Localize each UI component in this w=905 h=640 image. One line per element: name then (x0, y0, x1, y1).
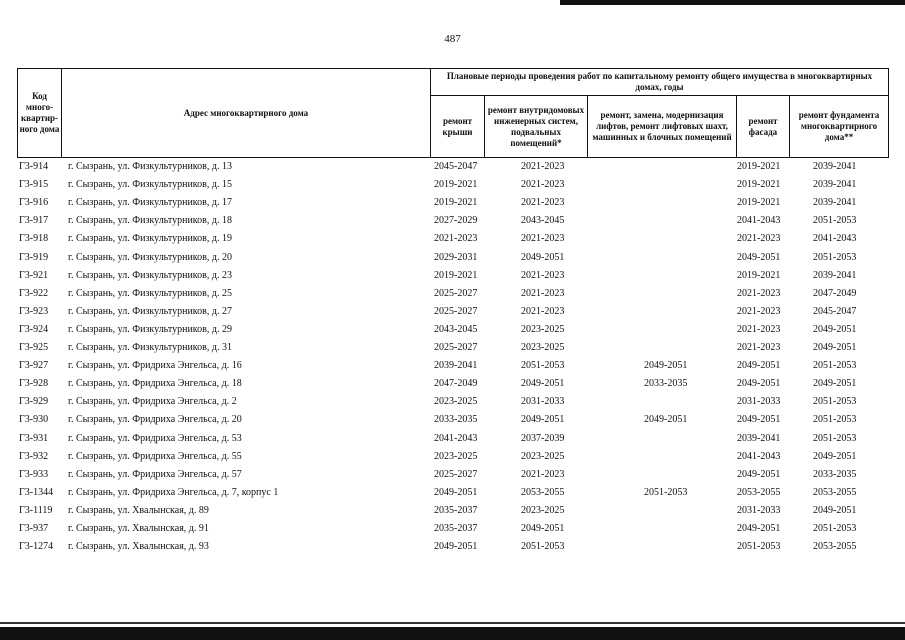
cell-address: г. Сызрань, ул. Физкультурников, д. 13 (68, 161, 232, 172)
cell-roof: 2049-2051 (434, 541, 478, 553)
cell-foundation: 2053-2055 (813, 486, 857, 498)
table-row (17, 414, 887, 432)
cell-systems: 2049-2051 (521, 414, 565, 426)
header-lifts: ремонт, замена, модернизация лифтов, ремонт лифтовых шахт, машинных и блочных помещений (587, 95, 737, 158)
cell-systems: 2021-2023 (521, 161, 565, 172)
header-facade: ремонт фасада (736, 95, 790, 158)
cell-roof: 2025-2027 (434, 287, 478, 299)
cell-systems: 2021-2023 (521, 269, 565, 281)
cell-address: г. Сызрань, ул. Хвалынская, д. 91 (68, 523, 209, 534)
cell-systems: 2031-2033 (521, 396, 565, 408)
cell-code: Г3-916 (19, 197, 49, 209)
cell-facade: 2021-2023 (737, 305, 781, 317)
cell-roof: 2021-2023 (434, 233, 478, 245)
cell-facade: 2051-2053 (737, 541, 781, 553)
cell-address: г. Сызрань, ул. Хвалынская, д. 93 (68, 541, 209, 553)
cell-address: г. Сызрань, ул. Фридриха Энгельса, д. 20 (68, 414, 242, 426)
cell-address: г. Сызрань, ул. Хвалынская, д. 89 (68, 504, 209, 516)
cell-facade: 2021-2023 (737, 287, 781, 299)
header-roof: ремонт крыши (430, 95, 485, 158)
cell-address: г. Сызрань, ул. Фридриха Энгельса, д. 7, корпус 1 (68, 486, 279, 498)
cell-address: г. Сызрань, ул. Фридриха Энгельса, д. 18 (68, 378, 242, 390)
header-code: Код много-квартир-ного дома (17, 68, 62, 158)
table-row (17, 324, 887, 342)
cell-facade: 2019-2021 (737, 179, 781, 191)
table-row (17, 378, 887, 396)
cell-facade: 2049-2051 (737, 251, 781, 263)
cell-facade: 2041-2043 (737, 450, 781, 462)
table-row (17, 252, 887, 270)
cell-code: Г3-929 (19, 396, 49, 408)
bottom-border-bar (0, 627, 905, 640)
table-row (17, 541, 887, 559)
cell-address: г. Сызрань, ул. Физкультурников, д. 18 (68, 215, 232, 227)
cell-code: Г3-919 (19, 251, 49, 263)
cell-code: Г3-1344 (19, 486, 54, 498)
cell-roof: 2041-2043 (434, 432, 478, 444)
cell-systems: 2021-2023 (521, 179, 565, 191)
cell-foundation: 2053-2055 (813, 541, 857, 553)
cell-facade: 2049-2051 (737, 523, 781, 534)
table-row (17, 469, 887, 487)
cell-roof: 2049-2051 (434, 486, 478, 498)
cell-code: Г3-1119 (19, 504, 53, 516)
cell-code: Г3-928 (19, 378, 49, 390)
table-row (17, 270, 887, 288)
cell-address: г. Сызрань, ул. Фридриха Энгельса, д. 2 (68, 396, 237, 408)
cell-code: Г3-937 (19, 523, 49, 534)
cell-systems: 2051-2053 (521, 360, 565, 372)
cell-foundation: 2051-2053 (813, 251, 857, 263)
header-foundation: ремонт фундамента многоквартирного дома** (789, 95, 889, 158)
cell-foundation: 2049-2051 (813, 342, 857, 353)
table-row (17, 215, 887, 233)
cell-code: Г3-932 (19, 450, 49, 462)
cell-code: Г3-917 (19, 215, 49, 227)
cell-roof: 2047-2049 (434, 378, 478, 390)
cell-systems: 2023-2025 (521, 504, 565, 516)
cell-code: Г3-931 (19, 432, 49, 444)
top-border-bar (560, 0, 905, 5)
cell-facade: 2021-2023 (737, 323, 781, 335)
cell-facade: 2049-2051 (737, 468, 781, 480)
cell-foundation: 2051-2053 (813, 523, 857, 534)
cell-systems: 2021-2023 (521, 233, 565, 245)
table-row (17, 342, 887, 360)
cell-roof: 2025-2027 (434, 305, 478, 317)
page-number: 487 (444, 33, 461, 45)
cell-roof: 2019-2021 (434, 197, 478, 209)
bottom-rule (0, 622, 905, 624)
cell-address: г. Сызрань, ул. Фридриха Энгельса, д. 55 (68, 450, 242, 462)
cell-address: г. Сызрань, ул. Физкультурников, д. 20 (68, 251, 232, 263)
cell-systems: 2021-2023 (521, 305, 565, 317)
cell-address: г. Сызрань, ул. Физкультурников, д. 15 (68, 179, 232, 191)
cell-foundation: 2039-2041 (813, 197, 857, 209)
cell-code: Г3-922 (19, 287, 49, 299)
header-systems: ремонт внутридомовых инженерных систем, подвальных помещений* (484, 95, 588, 158)
cell-address: г. Сызрань, ул. Фридриха Энгельса, д. 57 (68, 468, 242, 480)
table-row (17, 360, 887, 378)
cell-systems: 2021-2023 (521, 287, 565, 299)
cell-systems: 2023-2025 (521, 323, 565, 335)
cell-lifts: 2033-2035 (644, 378, 688, 390)
cell-facade: 2053-2055 (737, 486, 781, 498)
cell-roof: 2025-2027 (434, 468, 478, 480)
cell-code: Г3-915 (19, 179, 49, 191)
table-row (17, 161, 887, 179)
cell-code: Г3-927 (19, 360, 49, 372)
table-row (17, 233, 887, 251)
cell-address: г. Сызрань, ул. Физкультурников, д. 27 (68, 305, 232, 317)
cell-foundation: 2049-2051 (813, 378, 857, 390)
cell-foundation: 2039-2041 (813, 269, 857, 281)
cell-systems: 2021-2023 (521, 197, 565, 209)
cell-facade: 2039-2041 (737, 432, 781, 444)
cell-foundation: 2049-2051 (813, 323, 857, 335)
cell-roof: 2035-2037 (434, 523, 478, 534)
cell-code: Г3-918 (19, 233, 49, 245)
cell-roof: 2025-2027 (434, 342, 478, 353)
cell-foundation: 2039-2041 (813, 161, 857, 172)
cell-facade: 2049-2051 (737, 360, 781, 372)
cell-address: г. Сызрань, ул. Физкультурников, д. 23 (68, 269, 232, 281)
cell-foundation: 2051-2053 (813, 396, 857, 408)
cell-foundation: 2047-2049 (813, 287, 857, 299)
cell-foundation: 2051-2053 (813, 432, 857, 444)
cell-roof: 2023-2025 (434, 450, 478, 462)
table-row (17, 451, 887, 469)
cell-systems: 2049-2051 (521, 378, 565, 390)
table-row (17, 505, 887, 523)
cell-address: г. Сызрань, ул. Физкультурников, д. 25 (68, 287, 232, 299)
cell-roof: 2039-2041 (434, 360, 478, 372)
cell-systems: 2037-2039 (521, 432, 565, 444)
table-row (17, 197, 887, 215)
cell-foundation: 2049-2051 (813, 450, 857, 462)
cell-lifts: 2051-2053 (644, 486, 688, 498)
cell-address: г. Сызрань, ул. Физкультурников, д. 17 (68, 197, 232, 209)
cell-facade: 2031-2033 (737, 504, 781, 516)
cell-facade: 2019-2021 (737, 197, 781, 209)
cell-facade: 2021-2023 (737, 233, 781, 245)
cell-facade: 2041-2043 (737, 215, 781, 227)
cell-foundation: 2045-2047 (813, 305, 857, 317)
cell-code: Г3-1274 (19, 541, 54, 553)
cell-lifts: 2049-2051 (644, 360, 688, 372)
cell-roof: 2029-2031 (434, 251, 478, 263)
cell-lifts: 2049-2051 (644, 414, 688, 426)
cell-foundation: 2051-2053 (813, 360, 857, 372)
table-row (17, 433, 887, 451)
cell-foundation: 2039-2041 (813, 179, 857, 191)
cell-systems: 2021-2023 (521, 468, 565, 480)
cell-code: Г3-914 (19, 161, 49, 172)
cell-facade: 2019-2021 (737, 269, 781, 281)
cell-roof: 2019-2021 (434, 179, 478, 191)
cell-facade: 2049-2051 (737, 414, 781, 426)
cell-address: г. Сызрань, ул. Физкультурников, д. 19 (68, 233, 232, 245)
cell-systems: 2023-2025 (521, 342, 565, 353)
header-address: Адрес многоквартирного дома (61, 68, 431, 158)
cell-address: г. Сызрань, ул. Физкультурников, д. 29 (68, 323, 232, 335)
table-row (17, 487, 887, 505)
cell-code: Г3-924 (19, 323, 49, 335)
cell-code: Г3-933 (19, 468, 49, 480)
cell-roof: 2045-2047 (434, 161, 478, 172)
cell-roof: 2023-2025 (434, 396, 478, 408)
cell-roof: 2035-2037 (434, 504, 478, 516)
cell-facade: 2031-2033 (737, 396, 781, 408)
table-row (17, 523, 887, 541)
cell-facade: 2021-2023 (737, 342, 781, 353)
cell-address: г. Сызрань, ул. Фридриха Энгельса, д. 16 (68, 360, 242, 372)
table-row (17, 288, 887, 306)
table-row (17, 179, 887, 197)
cell-systems: 2043-2045 (521, 215, 565, 227)
cell-address: г. Сызрань, ул. Физкультурников, д. 31 (68, 342, 232, 353)
cell-foundation: 2051-2053 (813, 414, 857, 426)
table-row (17, 396, 887, 414)
cell-systems: 2053-2055 (521, 486, 565, 498)
cell-foundation: 2051-2053 (813, 215, 857, 227)
cell-foundation: 2033-2035 (813, 468, 857, 480)
cell-code: Г3-925 (19, 342, 49, 353)
cell-code: Г3-923 (19, 305, 49, 317)
cell-facade: 2019-2021 (737, 161, 781, 172)
header-periods: Плановые периоды проведения работ по капитальному ремонту общего имущества в многоквартирных домах, годы (430, 68, 889, 96)
table-row (17, 306, 887, 324)
cell-roof: 2033-2035 (434, 414, 478, 426)
cell-systems: 2023-2025 (521, 450, 565, 462)
cell-roof: 2019-2021 (434, 269, 478, 281)
cell-facade: 2049-2051 (737, 378, 781, 390)
cell-systems: 2049-2051 (521, 251, 565, 263)
cell-systems: 2051-2053 (521, 541, 565, 553)
cell-roof: 2043-2045 (434, 323, 478, 335)
cell-roof: 2027-2029 (434, 215, 478, 227)
cell-code: Г3-930 (19, 414, 49, 426)
cell-systems: 2049-2051 (521, 523, 565, 534)
cell-foundation: 2049-2051 (813, 504, 857, 516)
cell-foundation: 2041-2043 (813, 233, 857, 245)
cell-code: Г3-921 (19, 269, 49, 281)
cell-address: г. Сызрань, ул. Фридриха Энгельса, д. 53 (68, 432, 242, 444)
